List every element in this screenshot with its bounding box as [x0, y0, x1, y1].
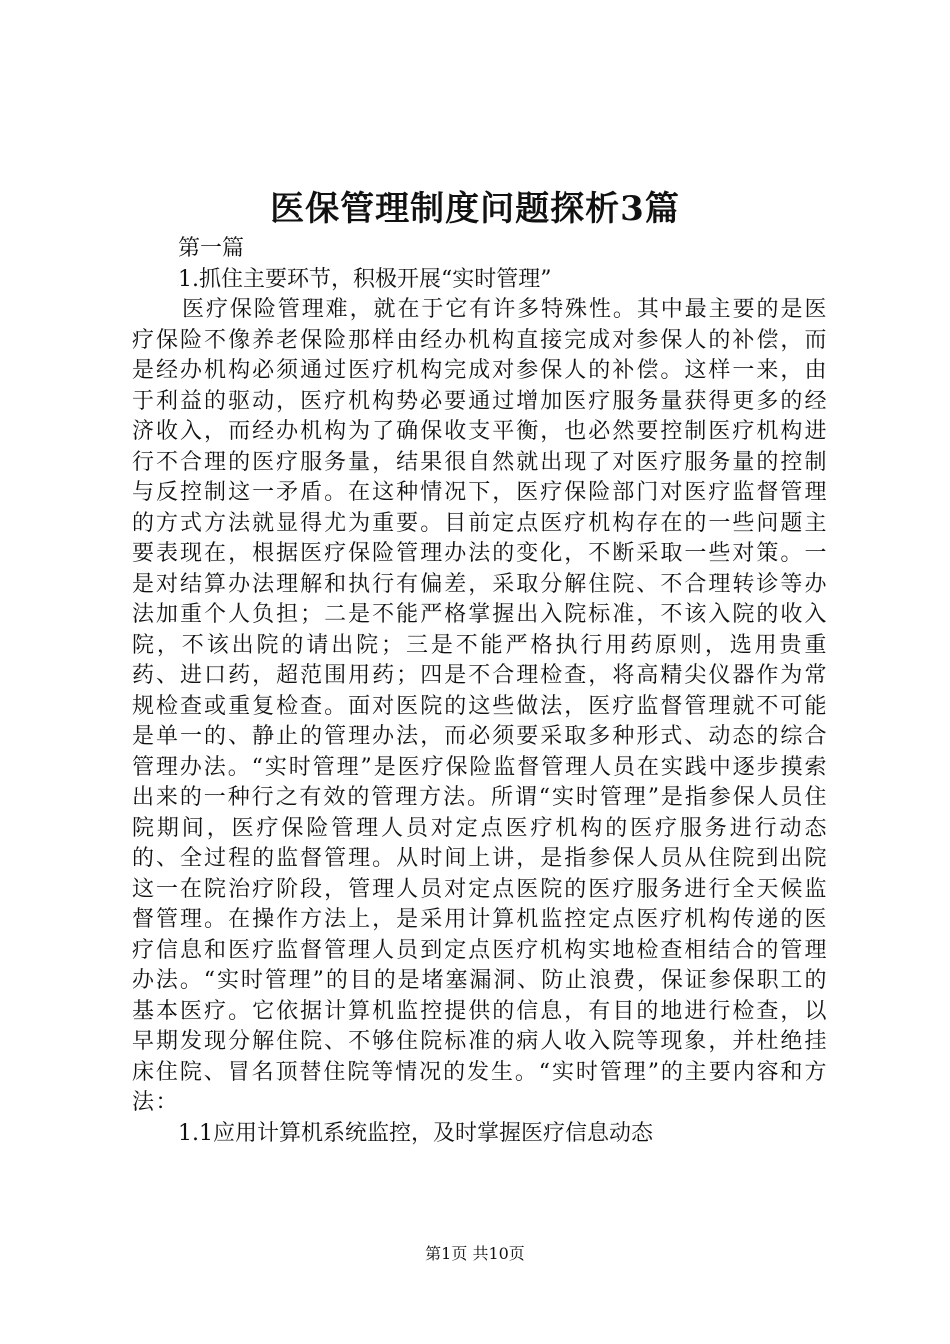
page-footer: 第1页 共10页 [425, 1244, 525, 1263]
heading-1-1: 1.1应用计算机系统监控，及时掌握医疗信息动态 [178, 1120, 653, 1146]
document-body [132, 234, 828, 1149]
section-label: 第一篇 [178, 236, 245, 261]
heading-1: 1.抓住主要环节，积极开展“实时管理” [178, 266, 552, 292]
document-title: 医保管理制度问题探析3篇 [270, 189, 680, 229]
paragraph-1: 医疗保险管理难，就在于它有许多特殊性。其中最主要的是医疗保险不像养老保险那样由经办机构直接完成对参保人的补偿，而是经办机构必须通过医疗机构完成对参保人的补偿。这样一来，由于利益的驱动，医疗机构势必要通过增加医疗服务量获得更多的经济收入，而经办机构为了确保收支平衡，也必然要控制医疗机构进行不合理的医疗服务量，结果很自然就出现了对医疗服务量的控制与反控制这一矛盾。在这种情况下，医疗保险部门对医疗监督管理的方式方法就显得尤为重要。目前定点医疗机构存在的一些问题主要表现在，根据医疗保险管理办法的变化，不断采取一些对策。一是对结算办法理解和执行有偏差，采取分解住院、不合理转诊等办法加重个人负担；二是不能严格掌握出入院标准，不该入院的收入院，不该出院的请出院；三是不能严格执行用药原则，选用贵重药、进口药，超范围用药；四是不合理检查，将高精尖仪器作为常规检查或重复检查。面对医院的这些做法，医疗监督管理就不可能是单一的、静止的管理办法，而必须要采取多种形式、动态的综合管理办法。“实时管理”是医疗保险监督管理人员在实践中逐步摸索出来的一种行之有效的管理方法。所谓“实时管理”是指参保人员住院期间，医疗保险管理人员对定点医疗机构的医疗服务进行动态的、全过程的监督管理。从时间上讲，是指参保人员从住院到出院这一在院治疗阶段，管理人员对定点医院的医疗服务进行全天候监督管理。在操作方法上，是采用计算机监控定点医疗机构传递的医疗信息和医疗监督管理人员到定点医疗机构实地检查相结合的管理办法。“实时管理”的目的是堵塞漏洞、防止浪费，保证参保职工的基本医疗。它依据计算机监控提供的信息，有目的地进行检查，以早期发现分解住院、不够住院标准的病人收入院等现象，并杜绝挂床住院、冒名顶替住院等情况的发生。“实时管理”的主要内容和方法： [132, 297, 828, 1115]
